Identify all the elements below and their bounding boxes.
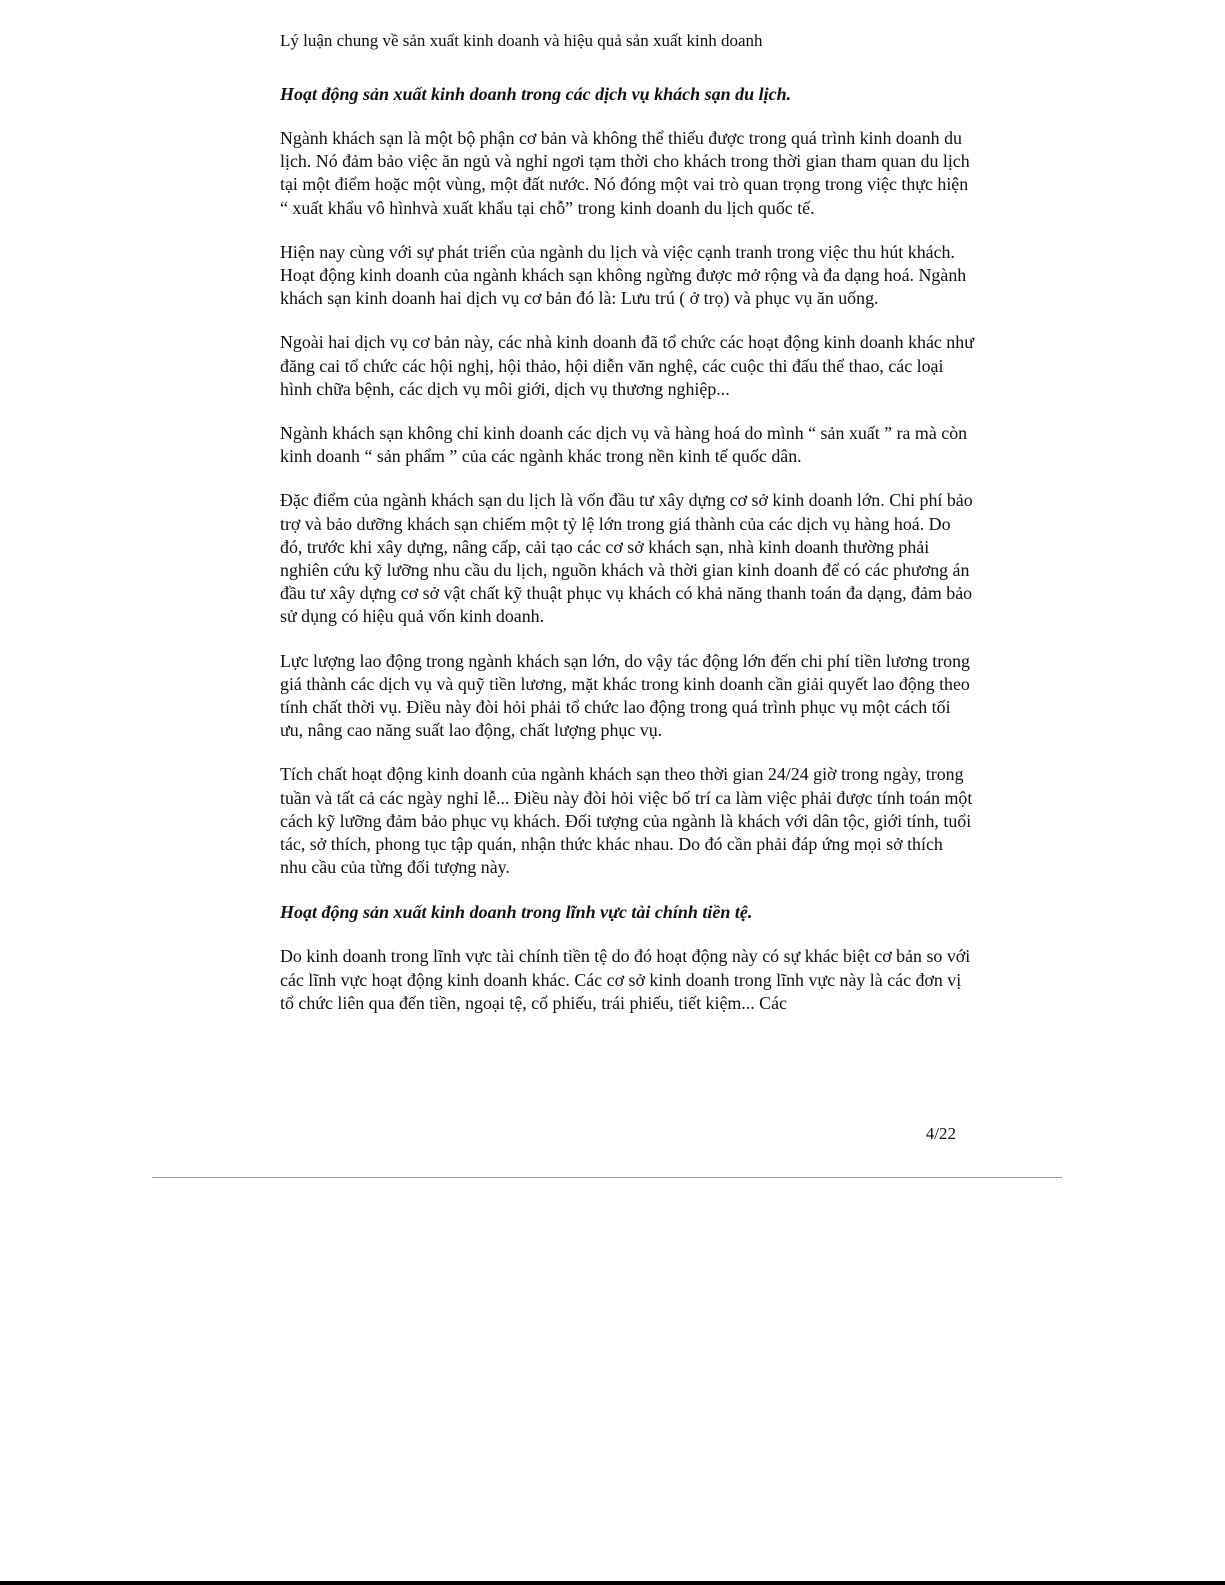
paragraph: Ngoài hai dịch vụ cơ bản này, các nhà kinh doanh đã tổ chức các hoạt động kinh doanh khác như đăng cai tổ chức các hội nghị, hội thảo, hội diễn văn nghệ, các cuộc thi đấu thể thao, các loại hình chữa bệnh, các dịch vụ môi giới, dịch vụ thương nghiệp... [280, 332, 974, 399]
paragraph: Do kinh doanh trong lĩnh vực tài chính tiền tệ do đó hoạt động này có sự khác biệt cơ bản so với các lĩnh vực hoạt động kinh doanh khác. Các cơ sở kinh doanh trong lĩnh vực này là các đơn vị tổ chức liên qua đến tiền, ngoại tệ, cổ phiếu, trái phiếu, tiết kiệm... Các [280, 946, 971, 1013]
document-body [280, 82, 974, 1036]
section-heading-hotel-services: Hoạt động sản xuất kinh doanh trong các dịch vụ khách sạn du lịch. [280, 84, 792, 104]
page-number: 4/22 [925, 1124, 956, 1143]
bottom-edge-bar [0, 1581, 1225, 1585]
paragraph: Lực lượng lao động trong ngành khách sạn lớn, do vậy tác động lớn đến chi phí tiền lương trong giá thành các dịch vụ và quỹ tiền lương, mặt khác trong kinh doanh cần giải quyết lao động theo tính chất thời vụ. Điều này đòi hỏi phải tổ chức lao động trong quá trình phục vụ một cách tối ưu, nâng cao năng suất lao động, chất lượng phục vụ. [280, 650, 970, 741]
paragraph: Tích chất hoạt động kinh doanh của ngành khách sạn theo thời gian 24/24 giờ trong ngày, trong tuần và tất cả các ngày nghỉ lễ... Điều này đòi hỏi việc bố trí ca làm việc phải được tính toán một cách kỹ lưỡng đảm bảo phục vụ khách. Đối tượng của ngành là khách với dân tộc, giới tính, tuổi tác, sở thích, phong tục tập quán, nhận thức khác nhau. Do đó cần phải đáp ứng mọi sở thích nhu cầu của từng đối tượng này. [280, 764, 973, 878]
paragraph: Đặc điểm của ngành khách sạn du lịch là vốn đầu tư xây dựng cơ sở kinh doanh lớn. Chi phí bảo trợ và bảo dưỡng khách sạn chiếm một tỷ lệ lớn trong giá thành của các dịch vụ hàng hoá. Do đó, trước khi xây dựng, nâng cấp, cải tạo các cơ sở khách sạn, nhà kinh doanh thường phải nghiên cứu kỹ lưỡng nhu cầu du lịch, nguồn khách và thời gian kinh doanh để có các phương án đầu tư xây dựng cơ sở vật chất kỹ thuật phục vụ khách có khả năng thanh toán đa dạng, đảm bảo sử dụng có hiệu quả vốn kinh doanh. [280, 490, 973, 627]
paragraph: Ngành khách sạn không chỉ kinh doanh các dịch vụ và hàng hoá do mình “ sản xuất ” ra mà còn kinh doanh “ sản phẩm ” của các ngành khác trong nền kinh tế quốc dân. [280, 423, 968, 467]
section-heading-finance: Hoạt động sản xuất kinh doanh trong lĩnh vực tài chính tiền tệ. [280, 902, 753, 923]
paragraph: Ngành khách sạn là một bộ phận cơ bản và không thể thiếu được trong quá trình kinh doanh du lịch. Nó đảm bảo việc ăn ngủ và nghỉ ngơi tạm thời cho khách trong thời gian tham quan du lịch tại một điểm hoặc một vùng, một đất nước. Nó đóng một vai trò quan trọng trong việc thực hiện “ xuất khẩu vô hìnhvà xuất khẩu tại chỗ” trong kinh doanh du lịch quốc tế. [280, 128, 970, 218]
running-header: Lý luận chung về sản xuất kinh doanh và hiệu quả sản xuất kinh doanh [280, 31, 763, 50]
page-divider [152, 1177, 1062, 1178]
paragraph: Hiện nay cùng với sự phát triển của ngành du lịch và việc cạnh tranh trong việc thu hút khách. Hoạt động kinh doanh của ngành khách sạn không ngừng được mở rộng và đa dạng hoá. Ngành khách sạn kinh doanh hai dịch vụ cơ bản đó là: Lưu trú ( ở trọ) và phục vụ ăn uống. [280, 241, 967, 309]
